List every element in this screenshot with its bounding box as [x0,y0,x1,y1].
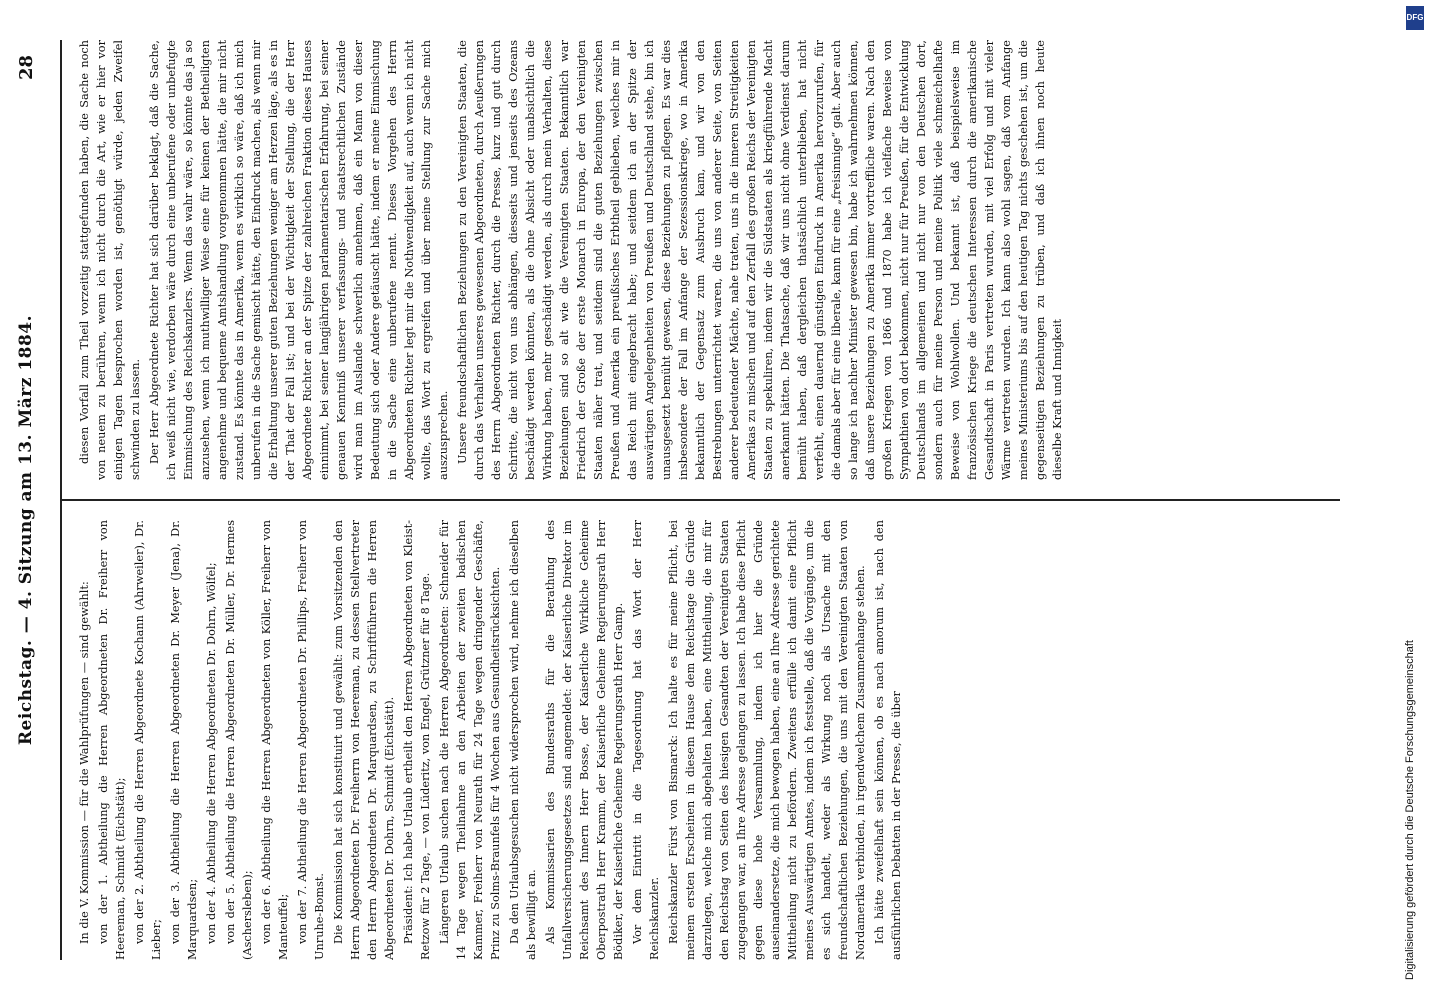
paragraph: von der 2. Abtheilung die Herren Abgeordnete Kochann (Ahrweiler), Dr. Lieber; [133,520,163,960]
paragraph: von der 7. Abtheilung die Herren Abgeordneten Dr. Phillips, Freiherr von Unruhe-Bomst. [296,520,326,960]
column-divider [60,499,1340,501]
paragraph: Längeren Urlaub suchen nach die Herren Abgeordneten: Schneider für 14 Tage wegen Theilnahme an den Arbeiten der zweiten badischen Kammer, Freiherr von Neurath für 24 Tage wegen dringender Geschäfte, Prinz zu Solms-Braunfels für 4 Wochen aus Gesundheitsrücksichten. [438,520,502,960]
paragraph: diesen Vorfall zum Theil vorzeitig stattgefunden haben, die Sache noch von neuem zu berühren, wenn ich nicht durch die Art, wie er hier vor einigen Tagen besprochen worden ist, genöthigt würde, jeden Zweifel schwinden zu lassen. [78,40,142,480]
paragraph: Vor dem Eintritt in die Tagesordnung hat das Wort der Herr Reichskanzler. [631,520,661,960]
page-header [16,0,56,1000]
page-number: 28 [16,54,37,80]
paragraph: Reichskanzler Fürst von Bismarck: Ich halte es für meine Pflicht, bei meinem ersten Erscheinen in diesem Hause dem Reichstage die Gründe darzulegen, welche mich abgehalten haben, eine Mittheilung, die mir für den Reichstag von Seiten des hiesigen Gesandten der Vereinigten Staaten zugegangen war, an Ihre Adresse gelangen zu lassen. Ich habe diese Pflicht gegen diese hohe Versammlung, indem ich hier die Gründe auseinandersetze, die mich bewogen haben, eine an Ihre Adresse gerichtete Mittheilung nicht zu befördern. Zweitens erfülle ich damit eine Pflicht meines Auswärtigen Amtes, indem ich feststelle, daß die Vorgänge, um die es sich handelt, weder als Wirkung noch als Ursache mit den freundschaftlichen Beziehungen, die uns mit den Vereinigten Staaten von Nordamerika verbinden, in irgendwelchem Zusammenhange stehen. [667,520,867,960]
dfg-logo: DFG [1406,6,1424,30]
right-column [76,40,1336,480]
paragraph: von der 3. Abtheilung die Herren Abgeordneten Dr. Meyer (Jena), Dr. Marquardsen; [169,520,199,960]
paragraph: Die Kommission hat sich konstituirt und gewählt: zum Vorsitzenden den Herrn Abgeordneten Dr. Freiherrn von Heereman, zu dessen Stellvertreter den Herrn Abgeordneten Dr. Marquardsen, zu Schriftführern die Herren Abgeordneten Dr. Dohrn, Schmidt (Eichstätt). [332,520,396,960]
paragraph: Ich hätte zweifelhaft sein können, ob es nach amorum ist, nach den ausführlichen Debatten in der Presse, die über [873,520,903,960]
digitization-sidebar [1392,0,1432,1000]
paragraph: von der 5. Abtheilung die Herren Abgeordneten Dr. Müller, Dr. Hermes (Aschersleben); [224,520,254,960]
paragraph: Da den Urlaubsgesuchen nicht widersprochen wird, nehme ich dieselben als bewilligt an. [508,520,538,960]
paragraph: von der 1. Abtheilung die Herren Abgeordneten Dr. Freiherr von Heereman, Schmidt (Eichstätt); [97,520,127,960]
paragraph: In die V. Kommission — für die Wahlprüfungen — sind gewählt: [78,581,91,944]
paragraph: von der 4. Abtheilung die Herren Abgeordneten Dr. Dohrn, Wölfel; [205,562,218,944]
running-title: Reichstag. — 4. Sitzung am 13. März 1884. [16,314,36,746]
paragraph: von der 6. Abtheilung die Herren Abgeordneten von Köller, Freiherr von Manteuffel; [260,520,290,960]
left-column [76,520,1336,960]
paragraph: Präsident: Ich habe Urlaub ertheilt den Herren Abgeordneten von Kleist-Retzow für 2 Tage, — von Lüderitz, von Engel, Grützner für 8 Tage. [402,520,432,960]
paragraph: Der Herr Abgeordnete Richter hat sich darüber beklagt, daß die Sache, ich weiß nicht wie, verdorben wäre durch eine unberufene oder unbefugte Einmischung des Reichskanzlers. Wenn das wahr wäre, so könnte das ja so anzusehen, wenn ich muthwilliger Weise eine für keinen der Betheiligten angenehme und bequeme Amtshandlung vorgenommen hätte, die mir nicht zustand. Es könnte das in Amerika, wenn es wirklich so wäre, daß ich mich unberufen in die Sache gemischt hätte, den Eindruck machen, als wenn mir die Erhaltung unserer guten Beziehungen weniger am Herzen läge, als es in der That der Fall ist; und bei der Wichtigkeit der Stellung, die der Herr Abgeordnete Richter an der Spitze der zahlreichen Fraktion dieses Hauses einnimmt, bei seiner langjährigen parlamentarischen Erfahrung, bei seiner genauen Kenntniß unserer verfassungs- und staatsrechtlichen Zustände wird man im Auslande schwerlich annehmen, daß ein Mann von dieser Bedeutung sich oder Andere getäuscht hätte, indem er meine Einmischung in die Sache eine unberufene nennt. Dieses Vorgehen des Herrn Abgeordneten Richter legt mir die Nothwendigkeit auf, auch wenn ich nicht wollte, das Wort zu ergreifen und über meine Stellung zur Sache mich auszusprechen. [148,40,450,480]
paragraph: Als Kommissarien des Bundesraths für die Berathung des Unfallversicherungsgesetzes sind angemeldet: der Kaiserliche Direktor im Reichsamt des Innern Herr Bosse, der Kaiserliche Wirkliche Geheime Oberpostrath Herr Kramm, der Kaiserliche Geheime Regierungsrath Herr Bödiker, der Kaiserliche Geheime Regierungsrath Herr Gamp. [544,520,625,960]
funding-note: Digitalisierung gefördert durch die Deutsche Forschungsgemeinschaft [1404,640,1416,980]
paragraph: Unsere freundschaftlichen Beziehungen zu den Vereinigten Staaten, die durch das Verhalten unseres gewesenen Abgeordneten, durch Aeußerungen des Herrn Abgeordneten Richter, durch die Presse, kurz und gut durch Schritte, die nicht von uns abhängen, diesseits und jenseits des Ozeans beschädigt werden könnten, als die ohne Absicht oder unabsichtlich die Wirkung haben, mehr geschädigt werden, als durch mein Verhalten, diese Beziehungen sind so alt wie die Vereinigten Staaten. Bekanntlich war Friedrich der Große der erste Monarch in Europa, der den Vereinigten Staaten näher trat, und seitdem sind die guten Beziehungen zwischen Preußen und Amerika ein preußisches Erbtheil geblieben, welches mir in das Reich mit eingebracht habe; und seitdem ich an der Spitze der auswärtigen Angelegenheiten von Preußen und Deutschland stehe, bin ich unausgesetzt bemüht gewesen, diese Beziehungen zu pflegen. Es war dies insbesondere der Fall im Anfange der Sezessionskriege, wo in Amerika bekanntlich der Gegensatz zum Ausbruch kam, und wir von den Bestrebungen unterrichtet waren, die uns von anderer Seite, von Seiten anderer bedeutender Mächte, nahe traten, uns in die inneren Streitigkeiten Amerikas zu mischen und auf den Zerfall des großen Reichs der Vereinigten Staaten zu spekuliren, indem wir die Südstaaten als kriegführende Macht anerkannt hätten. Die Thatsache, daß wir uns nicht ohne Verdienst darum bemüht haben, daß dergleichen thatsächlich unterblieben, hat nicht verfehlt, einen dauernd günstigen Eindruck in Amerika hervorzurufen, für die damals aber für eine liberale, kann für eine „freisinnige“ galt. Aber auch so lange ich nachher Minister gewesen bin, habe ich wahrnehmen können, daß unsere Beziehungen zu Amerika immer vortreffliche waren. Nach den großen Kriegen von 1866 und 1870 habe ich vielfache Beweise von Sympathien von dort bekommen, nicht nur für Preußen, für die Entwicklung Deutschlands im allgemeinen und nicht nur von den Deutschen dort, sondern auch für meine Person und meine Politik viele schmeichelhafte Beweise von Wohlwollen. Und bekannt ist, daß beispielsweise im französischen Kriege die deutschen Interessen durch die amerikanische Gesandtschaft in Paris vertreten wurden, mit viel Erfolg und mit vieler Wärme vertreten wurden. Ich kann also wohl sagen, daß vom Anfange meines Ministeriums bis auf den heutigen Tag nichts geschehen ist, um die gegenseitigen Beziehungen zu trüben, und daß ich ihnen noch heute dieselbe Kraft und Innigkeit [456,40,1064,480]
